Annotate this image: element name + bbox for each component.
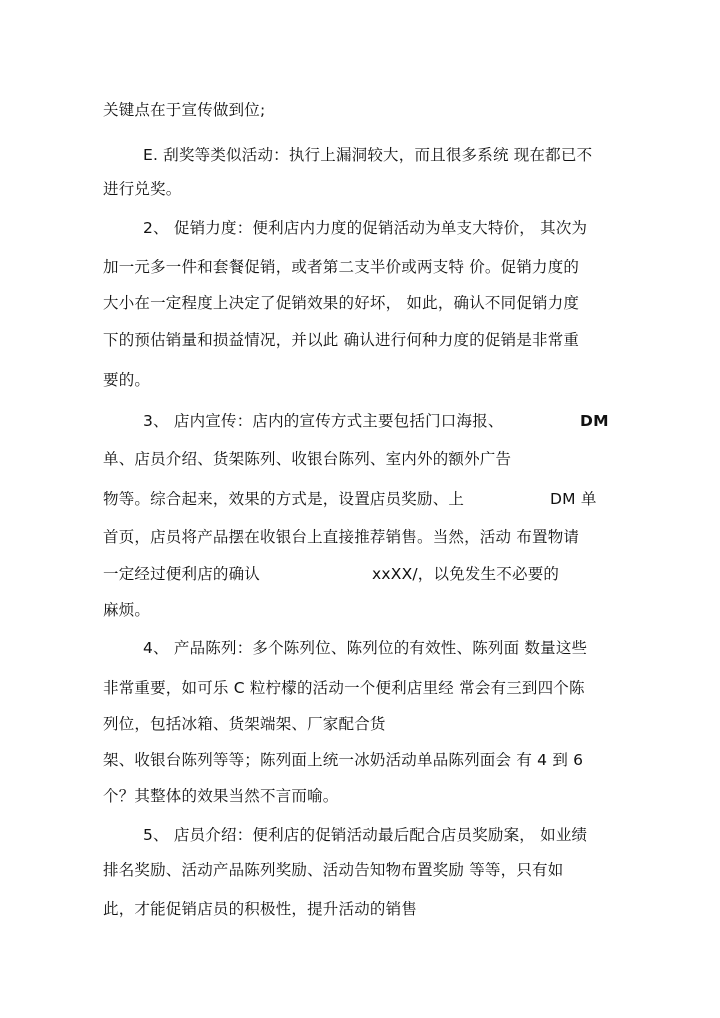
text-segment: DM [580, 412, 609, 430]
text-segment: 2、 促销力度：便利店内力度的促销活动为单支大特价， 其次为 [143, 219, 588, 237]
text-segment: 5、 店员介绍：便利店的促销活动最后配合店员奖励案， 如业绩 [143, 826, 588, 844]
text-segment: xxXX/，以免发生不必要的 [372, 565, 560, 583]
text-segment: 物等。综合起来，效果的方式是，设置店员奖励、上 [103, 490, 465, 508]
text-segment: 大小在一定程度上决定了促销效果的好坏， 如此，确认不同促销力度 [103, 294, 580, 312]
text-segment: 关键点在于宣传做到位; [103, 101, 266, 119]
text-segment: 非常重要，如可乐 C 粒柠檬的活动一个便利店里经 常会有三到四个陈 [103, 679, 585, 697]
text-segment: 列位，包括冰箱、货架端架、厂家配合货 [103, 715, 386, 733]
text-segment: 3、 店内宣传：店内的宣传方式主要包括门口海报、 [143, 412, 504, 430]
text-segment: 首页，店员将产品摆在收银台上直接推荐销售。当然，活动 布置物请 [103, 528, 580, 546]
text-segment: 单、店员介绍、货架陈列、收银台陈列、室内外的额外广告 [103, 450, 512, 468]
text-segment: 一定经过便利店的确认 [103, 565, 261, 583]
text-segment: 下的预估销量和损益情况，并以此 确认进行何种力度的促销是非常重 [103, 331, 580, 349]
text-segment: DM 单 [550, 490, 597, 508]
text-segment: 麻烦。 [103, 601, 151, 619]
text-segment: E. 刮奖等类似活动：执行上漏洞较大，而且很多系统 现在都已不 [143, 146, 593, 164]
text-segment: 进行兑奖。 [103, 180, 182, 198]
text-segment: 要的。 [103, 371, 151, 389]
text-segment: 个？其整体的效果当然不言而喻。 [103, 787, 339, 805]
text-segment: 架、收银台陈列等等；陈列面上统一冰奶活动单品陈列面会 有 4 到 6 [103, 751, 584, 769]
text-segment: 加一元多一件和套餐促销，或者第二支半价或两支特 价。促销力度的 [103, 258, 580, 276]
text-segment: 排名奖励、活动产品陈列奖励、活动告知物布置奖励 等等，只有如 [103, 861, 564, 879]
text-segment: 此，才能促销店员的积极性，提升活动的销售 [103, 900, 418, 918]
text-segment: 4、 产品陈列：多个陈列位、陈列位的有效性、陈列面 数量这些 [143, 639, 588, 657]
